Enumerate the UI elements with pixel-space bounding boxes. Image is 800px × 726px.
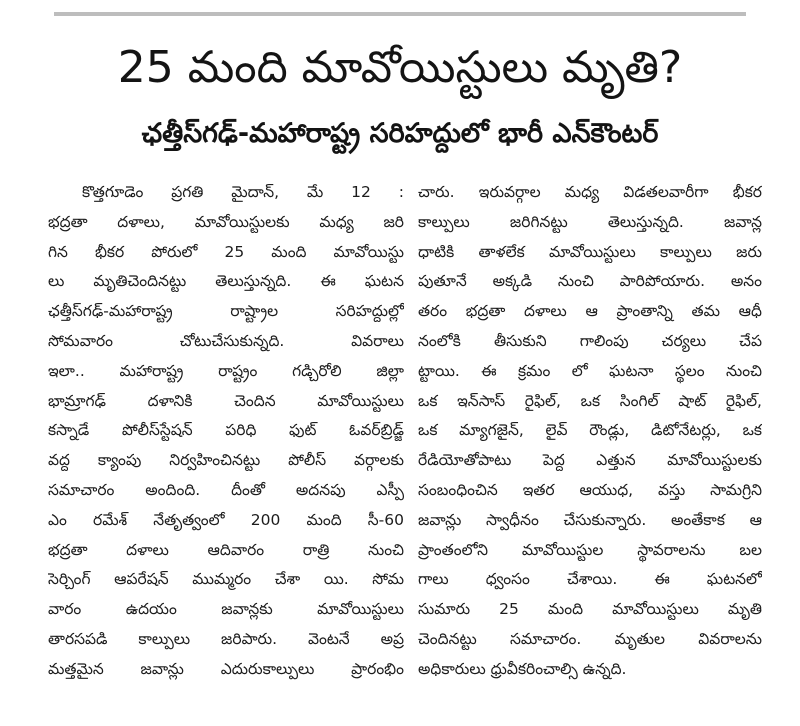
body-line: ఎం రమేశ్ నేతృత్వంలో 200 మంది సీ-60 bbox=[48, 510, 404, 529]
top-rule bbox=[54, 12, 746, 16]
body-line: కాల్పులు జరిగినట్టు తెలుస్తున్నది. జవాన్ల bbox=[418, 212, 762, 231]
body-line: ఛత్తీస్‌గఢ్-మహారాష్ట్ర రాష్ట్రాల సరిహద్దుల్లో bbox=[48, 302, 404, 321]
body-line: జవాన్లు స్వాధీనం చేసుకున్నారు. అంతేకాక ఆ bbox=[418, 510, 762, 529]
body-line: చెందినట్టు సమాచారం. మృతుల వివరాలను bbox=[418, 629, 762, 648]
article-column-right bbox=[418, 178, 762, 722]
body-line: సెర్చింగ్ ఆపరేషన్ ముమ్మరం చేశా యి. సోమ bbox=[48, 570, 404, 589]
body-line: సమాచారం అందింది. దీంతో అదనపు ఎస్పీ bbox=[48, 480, 404, 499]
body-line: ప్రాంతంలోని మావోయిస్టుల స్థావరాలను బల bbox=[418, 540, 762, 559]
body-line: సుమారు 25 మంది మావోయిస్టులు మృతి bbox=[418, 600, 762, 619]
body-line: అధికారులు ధ్రువీకరించాల్సి ఉన్నది. bbox=[418, 659, 627, 678]
body-line: తరం భద్రతా దళాలు ఆ ప్రాంతాన్ని తమ ఆధీ bbox=[418, 302, 762, 321]
body-line: కొత్తగూడెం ప్రగతి మైదాన్, మే 12 : bbox=[82, 183, 404, 201]
body-line: నంలోకి తీసుకుని గాలింపు చర్యలు చేప bbox=[418, 331, 762, 350]
body-line: రేడియోతోపాటు పెద్ద ఎత్తున మావోయిస్టులకు bbox=[418, 451, 762, 470]
body-line: కస్నాడే పోలీస్‌స్టేషన్ పరిధి ఫుట్ ఓవర్‌బ్రిడ్జ్ bbox=[48, 421, 404, 440]
body-line: గాలు ధ్వంసం చేశాయి. ఈ ఘటనలో bbox=[418, 570, 762, 589]
body-line: వారం ఉదయం జవాన్లకు మావోయిస్టులు bbox=[48, 600, 404, 619]
body-line: ఒక ఇన్‌సాస్ రైఫిల్, ఒక సింగిల్ షాట్ రైఫిల్, bbox=[418, 391, 762, 410]
body-line: ఇలా.. మహారాష్ట్ర రాష్ట్రం గడ్చిరోలి జిల్లా bbox=[48, 361, 404, 380]
body-line: భామ్రాగఢ్ దళానికి చెందిన మావోయిస్టులు bbox=[48, 391, 404, 410]
body-line: ధాటికి తాళలేక మావోయిస్టులు కాల్పులు జరు bbox=[418, 242, 762, 261]
body-line: చారు. ఇరువర్గాల మధ్య విడతలవారీగా భీకర bbox=[418, 183, 762, 201]
article-column-left bbox=[48, 178, 404, 722]
body-line: పుతూనే అక్కడి నుంచి పారిపోయారు. అనం bbox=[418, 272, 762, 291]
body-line: ట్టాయి. ఈ క్రమం లో ఘటనా స్థలం నుంచి bbox=[418, 361, 762, 380]
subheadline: ఛత్తీస్‌గఢ్-మహారాష్ట్ర సరిహద్దులో భారీ ఎన్‌కౌంటర్ bbox=[141, 118, 659, 149]
body-line: భద్రతా దళాలు, మావోయిస్టులకు మధ్య జరి bbox=[48, 212, 404, 231]
body-line: వద్ద క్యాంపు నిర్వహించినట్టు పోలీస్ వర్గాలకు bbox=[48, 451, 404, 470]
body-line: సంబంధించిన ఇతర ఆయుధ, వస్తు సామగ్రిని bbox=[418, 480, 762, 499]
headline: 25 మంది మావోయిస్టులు మృతి? bbox=[117, 42, 683, 93]
body-line: తారసపడి కాల్పులు జరిపారు. వెంటనే అప్ర bbox=[48, 629, 404, 648]
body-line: భద్రతా దళాలు ఆదివారం రాత్రి నుంచి bbox=[48, 540, 404, 559]
body-line: ఒక మ్యాగజైన్, లైవ్ రౌండ్లు, డిటోనేటర్లు, ఒక bbox=[418, 421, 762, 440]
body-line: సోమవారం చోటుచేసుకున్నది. వివరాలు bbox=[48, 331, 404, 350]
body-line: మత్తమైన జవాన్లు ఎదురుకాల్పులు ప్రారంభిం bbox=[48, 659, 404, 678]
body-line: గిన భీకర పోరులో 25 మంది మావోయిస్టు bbox=[48, 242, 404, 261]
body-line: లు మృతిచెందినట్టు తెలుస్తున్నది. ఈ ఘటన bbox=[48, 272, 404, 291]
